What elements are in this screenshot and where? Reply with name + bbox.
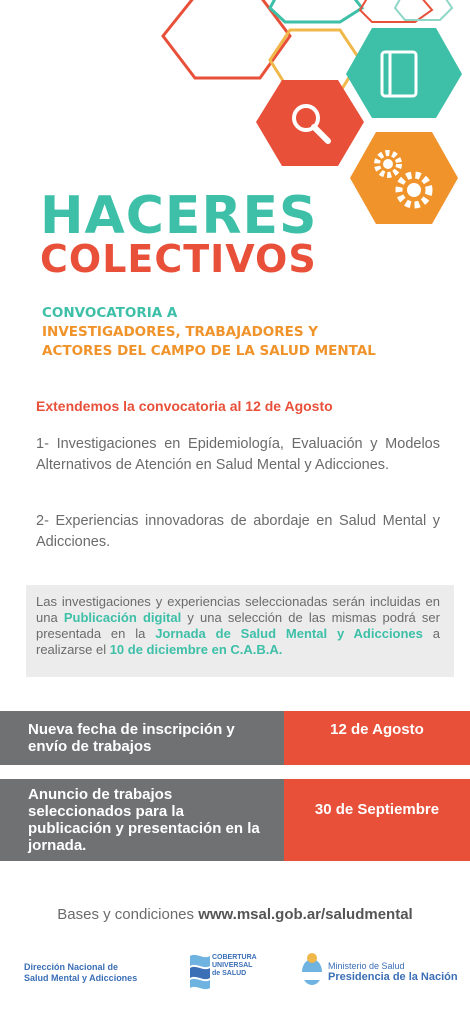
convocatoria-line3: ACTORES DEL CAMPO DE LA SALUD MENTAL xyxy=(42,343,376,359)
label-anuncio: Anuncio de trabajos seleccionados para la publicación y presentación en la jornada. xyxy=(28,786,260,854)
date-row-inscripcion xyxy=(0,711,470,765)
date-inscripcion: 12 de Agosto xyxy=(330,721,424,738)
bases-text: Bases y condiciones xyxy=(57,906,199,923)
cobertura-line3: de SALUD xyxy=(212,970,247,977)
convocatoria-line2: INVESTIGADORES, TRABAJADORES Y xyxy=(42,324,319,340)
hex-outline-red xyxy=(163,0,290,78)
title-haceres: HACERES xyxy=(40,186,318,246)
label-inscripcion: Nueva fecha de inscripción y envío de trabajos xyxy=(28,721,235,755)
title-colectivos: COLECTIVOS xyxy=(40,237,317,281)
hex-outline-teal-top xyxy=(270,0,362,22)
info-jornada: Jornada de Salud Mental y Adicciones xyxy=(155,626,423,641)
category-item-2: 2- Experiencias innovadoras de abordaje en Salud Mental y Adicciones. xyxy=(36,513,440,550)
info-text-part1: Las investigaciones y experiencias seleccionadas serán incluidas en una xyxy=(36,594,440,625)
cobertura-line1: COBERTURA xyxy=(212,954,257,961)
gears-icon xyxy=(350,132,458,224)
search-icon xyxy=(256,80,364,166)
info-text-part2: y una selección de las mismas podrá ser presentada en la xyxy=(36,610,440,641)
convocatoria-line1: CONVOCATORIA A xyxy=(42,305,178,321)
direccion-nacional-logo xyxy=(24,962,137,984)
escudo-icon xyxy=(300,952,324,988)
category-item-1: 1- Investigaciones en Epidemiología, Evaluación y Modelos Alternativos de Atención en Salud Mental y Adicciones. xyxy=(36,436,440,473)
cobertura-universal-logo xyxy=(186,952,266,992)
bases-link[interactable]: www.msal.gob.ar/saludmental xyxy=(198,906,413,923)
hex-outline-red-small xyxy=(360,0,432,22)
bases-condiciones xyxy=(0,906,470,923)
info-box xyxy=(26,585,454,677)
ministerio-line1: Ministerio de Salud xyxy=(328,961,405,971)
info-text xyxy=(36,594,440,658)
info-publicacion: Publicación digital xyxy=(63,610,182,625)
info-text-part3: a realizarse el xyxy=(36,626,440,657)
ministerio-line2: Presidencia de la Nación xyxy=(328,971,458,983)
direccion-line1: Dirección Nacional de xyxy=(24,962,119,972)
cobertura-flag-icon xyxy=(186,952,212,992)
cobertura-line2: UNIVERSAL xyxy=(212,962,253,969)
extension-notice: Extendemos la convocatoria al 12 de Agosto xyxy=(36,398,333,414)
direccion-line2: Salud Mental y Adicciones xyxy=(24,973,138,983)
info-fecha-jornada: 10 de diciembre en C.A.B.A. xyxy=(109,642,283,657)
book-icon xyxy=(346,28,462,118)
date-row-anuncio xyxy=(0,779,470,861)
date-anuncio: 30 de Septiembre xyxy=(314,801,440,818)
